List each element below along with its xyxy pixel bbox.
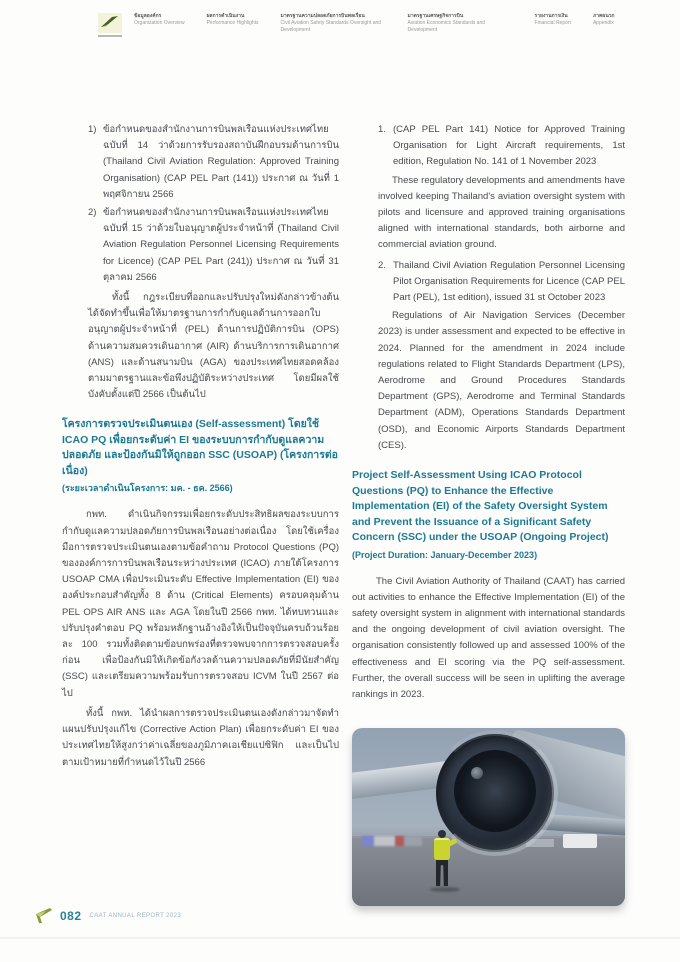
person-head <box>438 830 446 838</box>
nav-subtitle: Organization Overview <box>134 20 185 26</box>
list-note: Regulations of Air Navigation Services (December 2023) is under assessment and expected to be effective in 2024. Planned for the amendment in 2024 include regulations related to Flight Standards Department (LPS), Aerodrome and Ground Procedures Standards Department (GPS), Aerodrome and Terminal Standards Department (ADM), Operations Standards Department (OSD), and Economic Airports Standards Department (CES). <box>378 310 625 451</box>
list-text: ข้อกำหนดของสำนักงานการบินพลเรือนแห่งประเทศไทย ฉบับที่ 14 ว่าด้วยการรับรองสถาบันฝึกอบรมด้านการบิน (Thailand Civil Aviation Regulation: Approved Training Organisation) (CAP PEL Part (141)) ประกาศ ณ วันที่ 1 พฤศจิกายน 2566 <box>103 124 339 200</box>
page-number: 082 <box>60 908 82 923</box>
nav-title: รายงานการเงิน <box>534 13 568 19</box>
list-item <box>378 122 625 171</box>
list-item <box>378 258 625 307</box>
list-marker: 2. <box>378 259 386 271</box>
nav-subtitle: Civil Aviation Safety Standards Oversight and Development <box>280 20 382 33</box>
list-text: ข้อกำหนดของสำนักงานการบินพลเรือนแห่งประเทศไทย ฉบับที่ 15 ว่าด้วยใบอนุญาตผู้ประจำหน้าที่ (Thailand Civil Aviation Regulation Personnel Licensing Requirements for Licence) (CAP PEL Part (241)) ประกาศ ณ วันที่ 31 ตุลาคม 2566 <box>103 207 339 283</box>
header-nav-item-6 <box>593 13 615 34</box>
header-nav-item-4 <box>408 13 513 34</box>
nav-subtitle: Aviation Economics Standards and Development <box>407 20 486 33</box>
list-text: (CAP PEL Part 141) Notice for Approved Training Organisation for Light Aircraft requirements, 1st edition, Regulation No. 141 of 1 November 2023 <box>393 124 625 168</box>
header-nav-item-2 <box>207 13 259 34</box>
list-note: These regulatory developments and amendments have involved keeping Thailand's aviation oversight system with pilots and licensure and approved training organisations aligned with international standards, both airborne and commercial aviation ground. <box>378 174 625 251</box>
page-header <box>98 13 640 34</box>
thai-paragraph-1: ทั้งนี้ กฎระเบียบที่ออกและปรับปรุงใหม่ดังกล่าวข้างต้น ได้จัดทำขึ้นเพื่อให้มาตรฐานการกำกับดูแลด้านการออกใบอนุญาตผู้ประจำหน้าที่ (PEL) ด้านการปฏิบัติการบิน (OPS) ด้านความสมควรเดินอากาศ (AIR) ด้านบริการการเดินอากาศ (ANS) และด้านสนามบิน (AGA) ของประเทศไทยสอดคล้องตามมาตรฐานและข้อพึงปฏิบัติระหว่างประเทศ โดยมีผลใช้บังคับตั้งแต่ปี 2566 เป็นต้นไป <box>88 292 339 401</box>
list-marker: 1. <box>378 124 386 135</box>
english-project-duration: (Project Duration: January-December 2023) <box>352 549 538 560</box>
header-nav-item-3 <box>281 13 386 34</box>
footer-swoosh-icon <box>36 908 54 923</box>
english-column <box>352 122 625 703</box>
nav-title: ข้อมูลองค์กร <box>134 13 162 19</box>
nav-subtitle: Performance Highlights <box>206 20 259 26</box>
list-item <box>88 205 339 286</box>
bottom-rule <box>0 937 680 939</box>
thai-paragraph-3: ทั้งนี้ กพท. ได้นำผลการตรวจประเมินตนเองดังกล่าวมาจัดทำแผนปรับปรุงแก้ไข (Corrective Action Plan) เพื่อยกระดับค่า EI ของประเทศไทยให้สูงกว่าค่าเฉลี่ยของภูมิภาคเอเชียแปซิฟิก และเป็นไปตามเป้าหมายที่กำหนดไว้ในปี 2566 <box>62 707 339 768</box>
person-hivis-vest <box>434 838 450 860</box>
logo-caption-line <box>98 35 122 37</box>
english-paragraph: The Civil Aviation Authority of Thailand (CAAT) has carried out activities to enhance the Effective Implementation (EI) of the safety oversight system in alignment with international standards and the ongoing development of civil aviation oversight. The organisation consistently followed up and assessed 100% of the effectiveness and EI scoring via the PQ self-assessment. Further, the overall success will be seen in uplifting the average rankings in 2023. <box>352 575 625 700</box>
english-regulation-list <box>352 122 625 454</box>
header-nav <box>134 13 615 34</box>
thai-column <box>62 122 339 771</box>
thai-paragraph-2: กพท. ดำเนินกิจกรรมเพื่อยกระดับประสิทธิผลของระบบการกำกับดูแลความปลอดภัยการบินพลเรือนอย่างต่อเนื่อง โดยใช้เครื่องมือการตรวจประเมินตนเองตามข้อคำถาม Protocol Questions (PQ) ขององค์การการบินพลเรือนระหว่างประเทศ (ICAO) ภายใต้โครงการ USOAP CMA เพื่อประเมินระดับ Effective Implementation (EI) ขององค์ประกอบสำคัญทั้ง 8 ด้าน (Critical Elements) ครอบคลุมด้าน PEL OPS AIR ANS และ AGA โดยในปี 2566 กพท. ได้ทบทวนและปรับปรุงคำตอบ PQ พร้อมหลักฐานอ้างอิงให้เป็นปัจจุบันครบถ้วนร้อยละ 100 รวมทั้งติดตามข้อบกพร่องที่ตรวจพบจากการตรวจสอบครั้งก่อน เพื่อป้องกันมิให้เกิดข้อกังวลด้านความปลอดภัยที่มีนัยสำคัญ (SSC) และเตรียมความพร้อมรับการตรวจสอบ ICVM ในปี 2567 ต่อไป <box>62 509 339 699</box>
photo-ground-equipment <box>362 836 422 846</box>
caat-logo-icon <box>98 13 122 33</box>
thai-project-duration: (ระยะเวลาดำเนินโครงการ: มค. - ธค. 2566) <box>62 483 233 494</box>
list-marker: 2) <box>88 207 97 219</box>
aircraft-engine-photo <box>352 728 625 906</box>
page-footer <box>36 908 181 923</box>
header-nav-item-1 <box>134 13 185 34</box>
nav-title: มาตรฐานความปลอดภัยการบินพลเรือน <box>280 13 365 19</box>
thai-regulation-list <box>62 122 339 403</box>
nav-title: ผลการดำเนินงาน <box>206 13 245 19</box>
list-text: Thailand Civil Aviation Regulation Personnel Licensing Pilot Organisation Requirements for Licence (CAP PEL Part (PEL), 1st edition), issued 31 st October 2023 <box>393 259 625 304</box>
nav-subtitle: Appendix <box>592 20 614 26</box>
nav-subtitle: Financial Report <box>534 20 571 26</box>
person-legs <box>436 860 448 886</box>
list-marker: 1) <box>88 124 97 135</box>
english-project-heading: Project Self-Assessment Using ICAO Protocol Questions (PQ) to Enhance the Effective Implementation (EI) of the Safety Oversight System and Prevent the Issuance of a Significant Safety Concern (SSC) under the USOAP (Ongoing Project) <box>352 469 609 544</box>
person-shadow <box>430 887 460 892</box>
nav-title: ภาคผนวก <box>592 13 615 19</box>
nav-title: มาตรฐานเศรษฐกิจการบิน <box>407 13 464 19</box>
list-item <box>88 122 339 203</box>
header-nav-item-5 <box>535 13 571 34</box>
thai-project-heading: โครงการตรวจประเมินตนเอง (Self-assessment) โดยใช้ ICAO PQ เพื่อยกระดับค่า EI ของระบบการกำกับดูแลความปลอดภัย และป้องกันมิให้ถูกออก SSC (USOAP) (โครงการต่อเนื่อง) <box>62 418 338 477</box>
photo-inspector-person <box>430 830 456 888</box>
footer-text: CAAT ANNUAL REPORT 2023 <box>89 912 182 919</box>
photo-service-truck <box>563 834 597 848</box>
